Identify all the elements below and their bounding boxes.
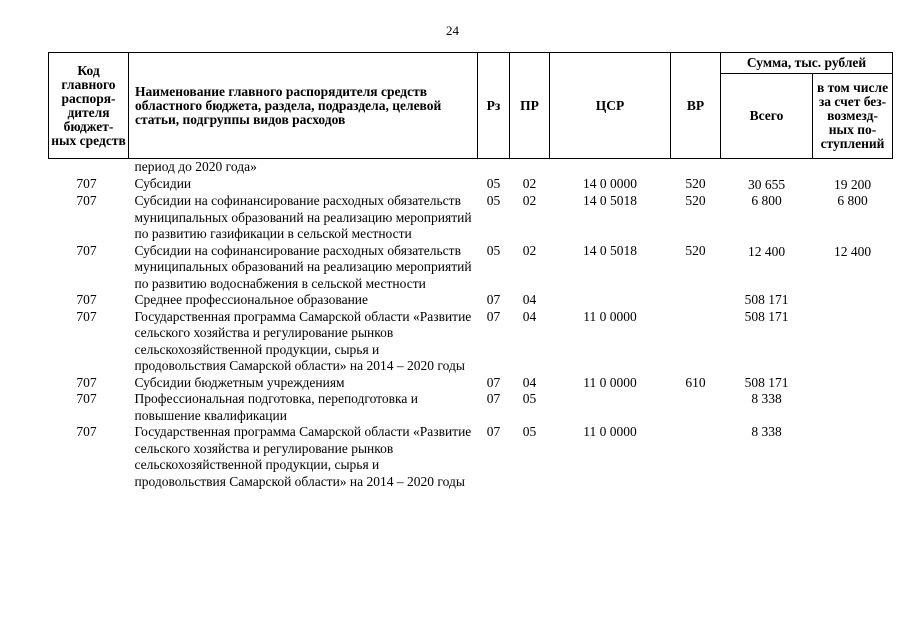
- cell-csr: 11 0 0000: [583, 308, 637, 324]
- cell-name: Субсидии бюджетным учреждениям: [134, 374, 345, 390]
- cell-vr: 520: [685, 193, 706, 208]
- cell-code: 707: [76, 193, 97, 208]
- cell-code: 707: [76, 308, 97, 324]
- cell-code: 707: [76, 391, 97, 406]
- cell-code: 707: [76, 374, 97, 390]
- cell-total: [721, 159, 813, 176]
- cell-vr: [671, 159, 721, 176]
- cell-incl: [813, 159, 893, 176]
- header-csr: ЦСР: [550, 53, 671, 159]
- cell-code: 707: [76, 292, 97, 307]
- cell-rz: [478, 159, 510, 176]
- cell-total: 12 400: [747, 243, 786, 259]
- table-row: [49, 159, 893, 176]
- table-row: [49, 375, 893, 392]
- cell-name: Субсидии: [134, 175, 192, 191]
- cell-rz: 07: [486, 424, 501, 439]
- header-sum: Сумма, тыс. рублей: [721, 53, 893, 74]
- cell-name: Профессиональная подготовка, переподготовка и повышение квалификации: [134, 391, 418, 423]
- header-rz: Рз: [478, 53, 510, 159]
- cell-rz: 07: [486, 374, 501, 390]
- cell-rz: 07: [486, 292, 501, 307]
- header-total: Всего: [721, 74, 813, 159]
- cell-incl: 19 200: [833, 176, 872, 192]
- header-pr: ПР: [510, 53, 550, 159]
- cell-rz: 05: [486, 175, 501, 191]
- cell-pr: 04: [522, 292, 537, 307]
- cell-pr: 02: [522, 175, 537, 191]
- cell-total: 30 655: [747, 176, 786, 192]
- cell-name: Государственная программа Самарской области «Развитие сельского хозяйства и регулирование рынков сельскохозяйственной продукции, сырья и продовольствия Самарской области» на 2014 – 2020 годы: [134, 308, 472, 373]
- cell-incl: [813, 391, 893, 424]
- cell-pr: 05: [522, 424, 537, 439]
- header-name: Наименование главного распорядителя средств областного бюджета, раздела, подраздела, целевой статьи, подгруппы видов расходов: [129, 53, 478, 159]
- cell-csr: [550, 159, 671, 176]
- cell-vr: [671, 424, 721, 490]
- cell-pr: 05: [522, 391, 537, 406]
- cell-pr: 02: [522, 193, 537, 208]
- cell-incl: 12 400: [833, 243, 872, 259]
- table-row: [49, 193, 893, 243]
- table-header: [49, 53, 893, 159]
- cell-csr: 11 0 0000: [583, 424, 637, 439]
- table-row: [49, 391, 893, 424]
- cell-pr: 04: [522, 308, 537, 324]
- cell-name: Субсидии на софинансирование расходных обязательств муниципальных образований на реализацию мероприятий по развитию водоснабжения в сельской местности: [134, 242, 472, 291]
- table-row: [49, 176, 893, 194]
- cell-rz: 05: [486, 193, 501, 208]
- header-incl: в том числе за счет без- возмезд- ных по- ступлений: [813, 74, 893, 159]
- header-vr: ВР: [671, 53, 721, 159]
- header-code: Код главного распоря- дителя бюджет- ных средств: [49, 53, 129, 159]
- cell-vr: 520: [685, 242, 706, 258]
- cell-name: Субсидии на софинансирование расходных обязательств муниципальных образований на реализацию мероприятий по развитию газификации в сельской местности: [134, 193, 472, 241]
- cell-csr: 14 0 0000: [583, 175, 637, 191]
- cell-code: [49, 159, 129, 176]
- cell-total: 8 338: [751, 391, 782, 406]
- cell-csr: 11 0 0000: [583, 374, 637, 390]
- cell-total: 8 338: [751, 424, 782, 439]
- cell-total: 6 800: [751, 193, 782, 208]
- cell-vr: [671, 309, 721, 375]
- cell-csr: [550, 391, 671, 424]
- cell-total: 508 171: [744, 374, 789, 390]
- table-row: [49, 292, 893, 309]
- cell-vr: [671, 292, 721, 309]
- cell-name: Государственная программа Самарской области «Развитие сельского хозяйства и регулирование рынков сельскохозяйственной продукции, сырья и продовольствия Самарской области» на 2014 – 2020 годы: [134, 424, 472, 489]
- cell-vr: 610: [685, 374, 706, 390]
- cell-incl: [813, 309, 893, 375]
- budget-table: [48, 52, 893, 490]
- cell-vr: [671, 391, 721, 424]
- cell-vr: 520: [685, 175, 706, 191]
- cell-pr: [510, 159, 550, 176]
- cell-incl: [813, 292, 893, 309]
- table-row: [49, 424, 893, 490]
- cell-csr: [550, 292, 671, 309]
- cell-code: 707: [76, 424, 97, 439]
- page-number: 24: [446, 23, 459, 38]
- cell-code: 707: [76, 175, 97, 191]
- cell-incl: [813, 375, 893, 392]
- cell-incl: [813, 424, 893, 490]
- table-body: [49, 159, 893, 491]
- cell-total: 508 171: [744, 308, 789, 324]
- cell-name: Среднее профессиональное образование: [134, 292, 369, 307]
- cell-incl: 6 800: [837, 193, 868, 208]
- cell-pr: 02: [522, 242, 537, 258]
- cell-csr: 14 0 5018: [583, 193, 637, 208]
- cell-pr: 04: [522, 374, 537, 390]
- table-row: [49, 309, 893, 375]
- cell-name: период до 2020 года»: [134, 159, 257, 174]
- cell-rz: 07: [486, 391, 501, 406]
- table-row: [49, 243, 893, 293]
- cell-rz: 07: [486, 308, 501, 324]
- cell-total: 508 171: [744, 292, 789, 307]
- cell-csr: 14 0 5018: [583, 242, 637, 258]
- cell-rz: 05: [486, 242, 501, 258]
- cell-code: 707: [76, 242, 97, 258]
